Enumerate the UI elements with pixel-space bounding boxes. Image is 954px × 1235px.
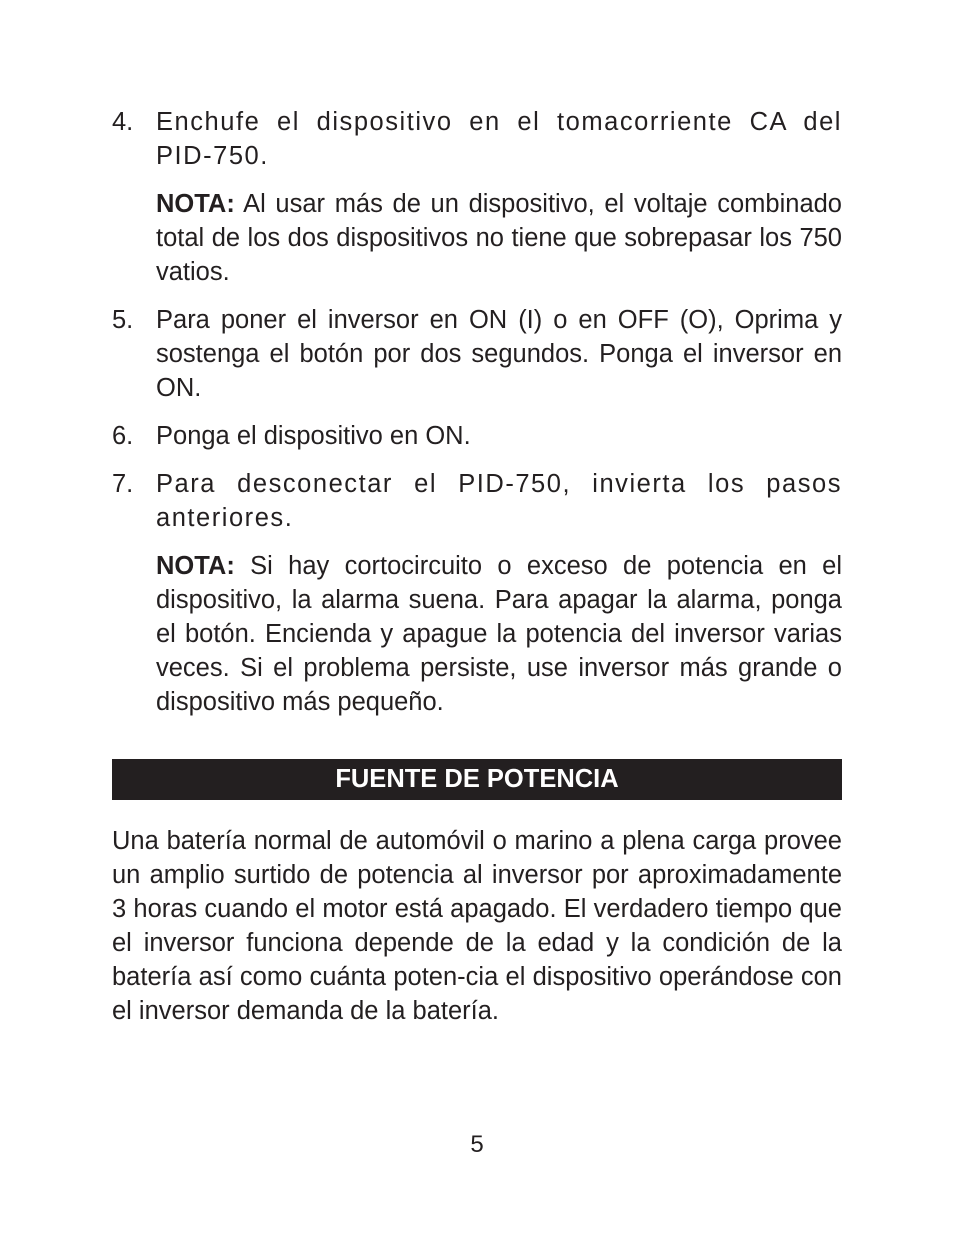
note-label: NOTA: (156, 552, 235, 580)
list-item-body (156, 105, 842, 289)
list-item-number: 6. (112, 422, 134, 450)
list-item-text: Para poner el inversor en ON (I) o en OFF (O), Oprima y sostenga el botón por dos segundos. Ponga el inversor en ON. (156, 306, 842, 402)
list-item-number: 7. (112, 470, 134, 498)
list-item-body (156, 303, 842, 405)
note-paragraph (156, 549, 842, 719)
list-item-number: 5. (112, 306, 134, 334)
list-item-body (156, 419, 842, 453)
note-text: Al usar más de un dispositivo, el voltaje combinado total de los dos dispositivos no tiene que sobrepasar los 750 vatios. (156, 190, 842, 286)
list-item-text: Enchufe el dispositivo en el tomacorriente CA del PID-750. (156, 108, 842, 170)
list-item-number: 4. (112, 108, 134, 136)
list-item-4 (112, 105, 842, 289)
list-item-7 (112, 467, 842, 719)
section-paragraph: Una batería normal de automóvil o marino a plena carga provee un amplio surtido de potencia al inversor por aproximadamente 3 horas cuando el motor está apagado. El verdadero tiempo que el inversor funciona depende de la edad y la condición de la batería así como cuánta poten-cia el dispositivo operándose con el inversor demanda de la batería. (112, 827, 842, 1025)
note-text: Si hay cortocircuito o exceso de potencia en el dispositivo, la alarma suena. Para apagar la alarma, ponga el botón. Encienda y apague la potencia del inversor varias veces. Si el problema persiste, use inversor más grande o dispositivo más pequeño. (156, 552, 842, 716)
note-label: NOTA: (156, 190, 235, 218)
list-item-text: Ponga el dispositivo en ON. (156, 422, 471, 450)
list-item-text: Para desconectar el PID-750, invierta los pasos anteriores. (156, 470, 842, 532)
document-content (112, 105, 842, 1028)
section-heading: FUENTE DE POTENCIA (112, 759, 842, 800)
page-number: 5 (470, 1131, 484, 1158)
note-paragraph (156, 187, 842, 289)
list-item-6 (112, 419, 842, 453)
list-item-5 (112, 303, 842, 405)
list-item-body (156, 467, 842, 719)
